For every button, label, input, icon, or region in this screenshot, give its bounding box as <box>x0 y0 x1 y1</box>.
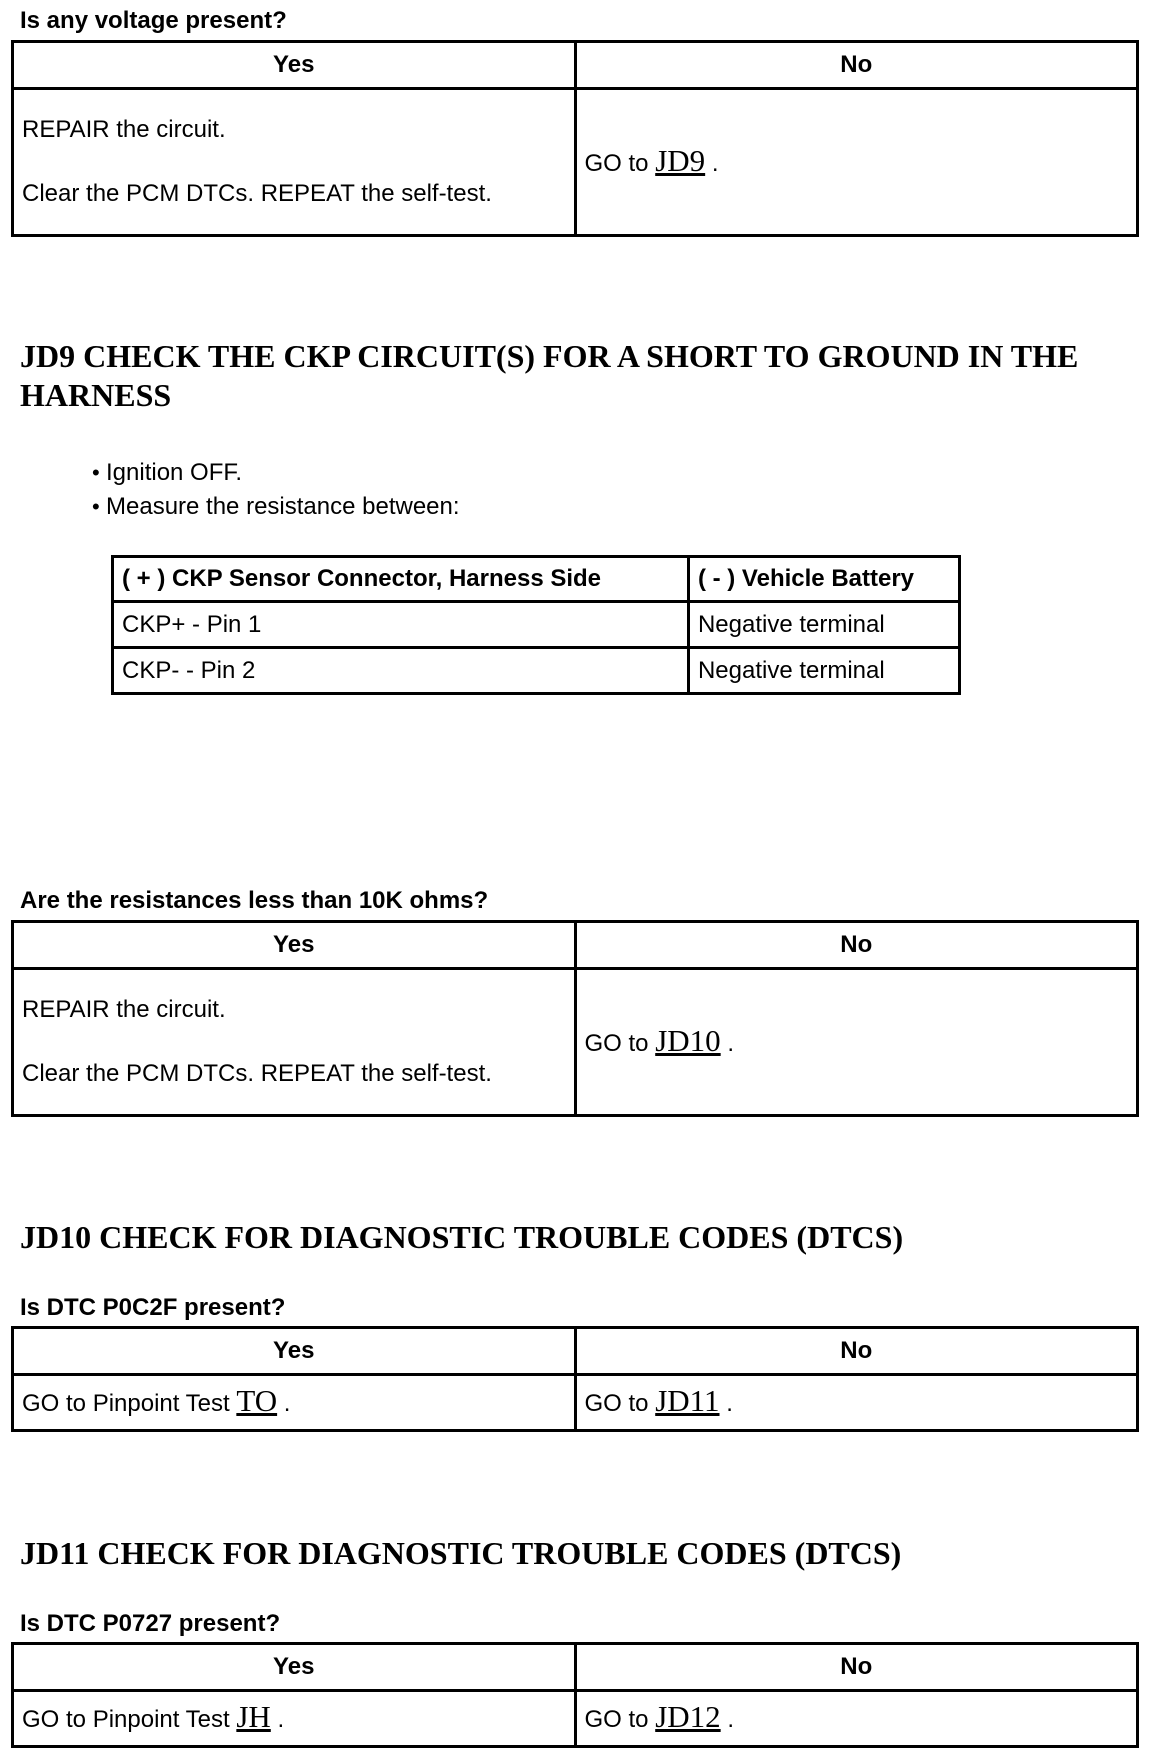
period: . <box>727 1029 734 1057</box>
table-cell: CKP+ - Pin 1 <box>113 602 689 648</box>
pinpoint-jh-link[interactable]: JH <box>236 1699 271 1734</box>
yes-header: Yes <box>13 42 576 89</box>
period: . <box>727 1706 734 1733</box>
go-to-pinpoint-text: GO to Pinpoint Test <box>22 1706 230 1733</box>
no-header: No <box>575 1644 1138 1691</box>
repair-text: REPAIR the circuit. <box>22 996 226 1023</box>
table-cell: CKP- - Pin 2 <box>113 648 689 694</box>
clear-dtc-text: Clear the PCM DTCs. REPEAT the self-test. <box>22 180 492 207</box>
go-to-text: GO to <box>584 1390 649 1417</box>
yes-cell <box>13 1375 576 1431</box>
go-to-pinpoint-text: GO to Pinpoint Test <box>22 1390 230 1417</box>
table-cell: Negative terminal <box>688 602 959 648</box>
voltage-question: Is any voltage present? <box>20 7 287 34</box>
no-cell <box>575 969 1138 1116</box>
table-cell: Negative terminal <box>688 648 959 694</box>
pinpoint-to-link[interactable]: TO <box>236 1383 278 1418</box>
period: . <box>711 149 719 177</box>
dtc-p0c2f-question: Is DTC P0C2F present? <box>20 1294 286 1321</box>
jd10-link[interactable]: JD10 <box>655 1022 721 1058</box>
period: . <box>726 1390 733 1417</box>
period: . <box>277 1706 285 1733</box>
jd11-result-table <box>11 1642 1139 1748</box>
resistance-question: Are the resistances less than 10K ohms? <box>20 887 489 914</box>
no-cell <box>575 89 1138 236</box>
step-item: • Ignition OFF. <box>92 456 460 490</box>
jd10-result-table <box>11 1326 1139 1432</box>
go-to-text: GO to <box>584 1029 649 1057</box>
yes-header: Yes <box>13 1644 576 1691</box>
step-item: • Measure the resistance between: <box>92 490 460 524</box>
jd11-heading: JD11 CHECK FOR DIAGNOSTIC TROUBLE CODES (DTCS) <box>20 1535 902 1571</box>
yes-header: Yes <box>13 1328 576 1375</box>
resistance-result-table <box>11 920 1139 1117</box>
no-header: No <box>575 922 1138 969</box>
yes-header: Yes <box>13 922 576 969</box>
jd9-steps <box>92 456 460 524</box>
repair-text: REPAIR the circuit. <box>22 116 226 143</box>
jd9-heading: JD9 CHECK THE CKP CIRCUIT(S) FOR A SHORT TO GROUND IN THE HARNESS <box>20 338 1079 413</box>
connector-header: ( + ) CKP Sensor Connector, Harness Side <box>113 557 689 602</box>
yes-cell <box>13 89 576 236</box>
no-header: No <box>575 1328 1138 1375</box>
go-to-text: GO to <box>584 1706 649 1733</box>
no-cell <box>575 1375 1138 1431</box>
period: . <box>283 1390 291 1417</box>
voltage-result-table <box>11 40 1139 237</box>
no-cell <box>575 1691 1138 1747</box>
battery-header: ( - ) Vehicle Battery <box>688 557 959 602</box>
jd9-link[interactable]: JD9 <box>655 142 706 178</box>
jd12-link[interactable]: JD12 <box>655 1699 721 1734</box>
yes-cell <box>13 1691 576 1747</box>
no-header: No <box>575 42 1138 89</box>
jd11-link[interactable]: JD11 <box>655 1383 720 1418</box>
resistance-measurement-table <box>111 555 961 695</box>
dtc-p0727-question: Is DTC P0727 present? <box>20 1610 281 1637</box>
go-to-text: GO to <box>584 149 649 177</box>
jd10-heading: JD10 CHECK FOR DIAGNOSTIC TROUBLE CODES (DTCS) <box>20 1219 904 1255</box>
yes-cell <box>13 969 576 1116</box>
clear-dtc-text: Clear the PCM DTCs. REPEAT the self-test. <box>22 1060 492 1087</box>
